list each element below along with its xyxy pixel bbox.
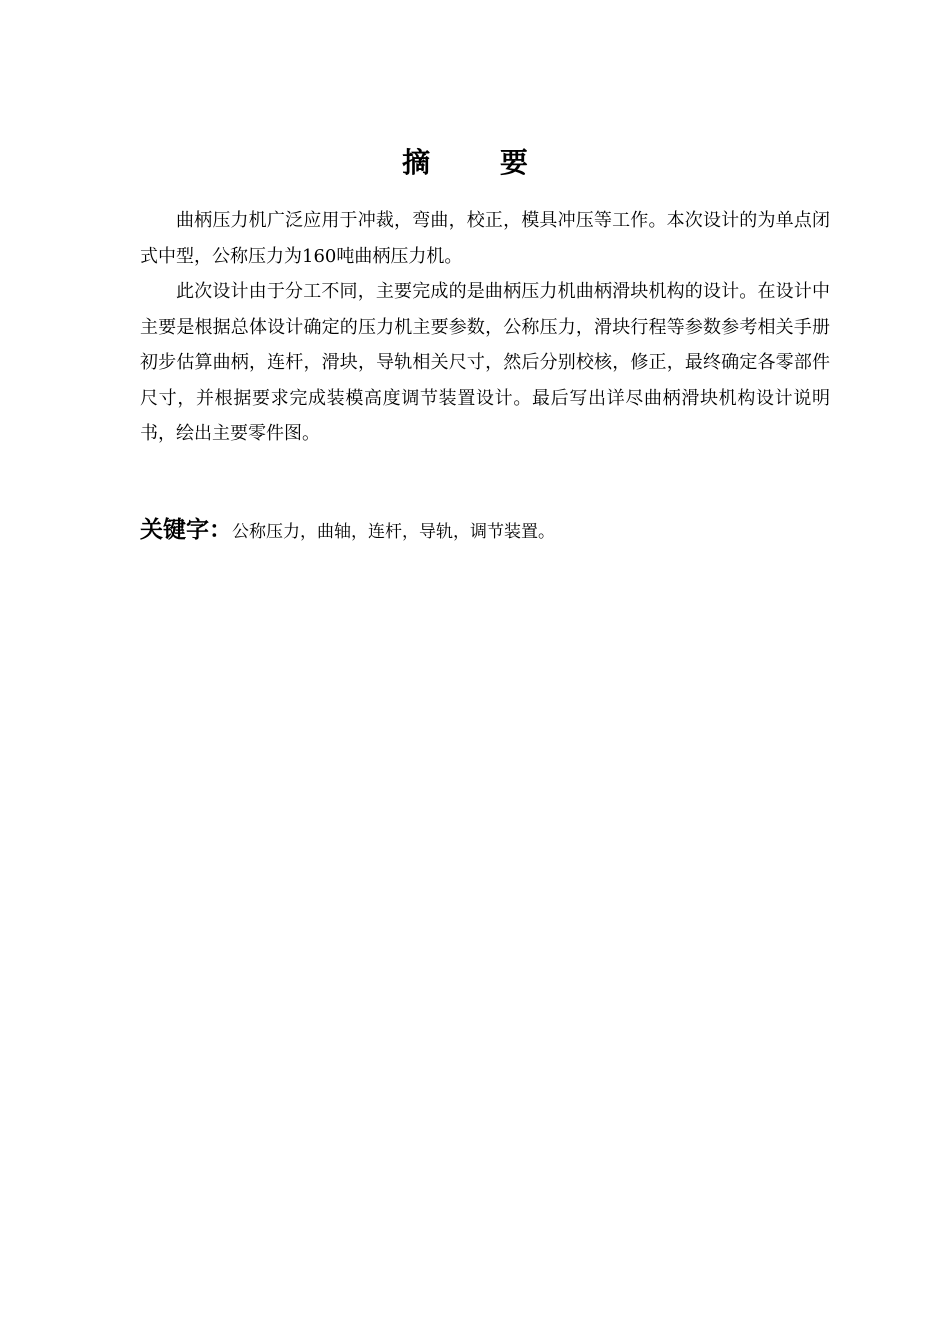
abstract-title: 摘 要 — [402, 146, 558, 179]
abstract-paragraph-2: 此次设计由于分工不同，主要完成的是曲柄压力机曲柄滑块机构的设计。在设计中主要是根据总体设计确定的压力机主要参数，公称压力，滑块行程等参数参考相关手册初步估算曲柄，连杆，滑块，导轨相关尺寸，然后分别校核，修正，最终确定各零部件尺寸，并根据要求完成装模高度调节装置设计。最后写出详尽曲柄滑块机构设计说明书，绘出主要零件图。 — [140, 281, 830, 444]
keywords-text: 公称压力，曲轴，连杆，导轨，调节装置。 — [232, 522, 555, 542]
keywords-label: 关键字： — [140, 517, 232, 543]
abstract-body — [140, 203, 830, 452]
keywords-line — [140, 510, 830, 552]
abstract-paragraph-1: 曲柄压力机广泛应用于冲裁，弯曲，校正，模具冲压等工作。本次设计的为单点闭式中型，公称压力为160吨曲柄压力机。 — [140, 210, 830, 267]
